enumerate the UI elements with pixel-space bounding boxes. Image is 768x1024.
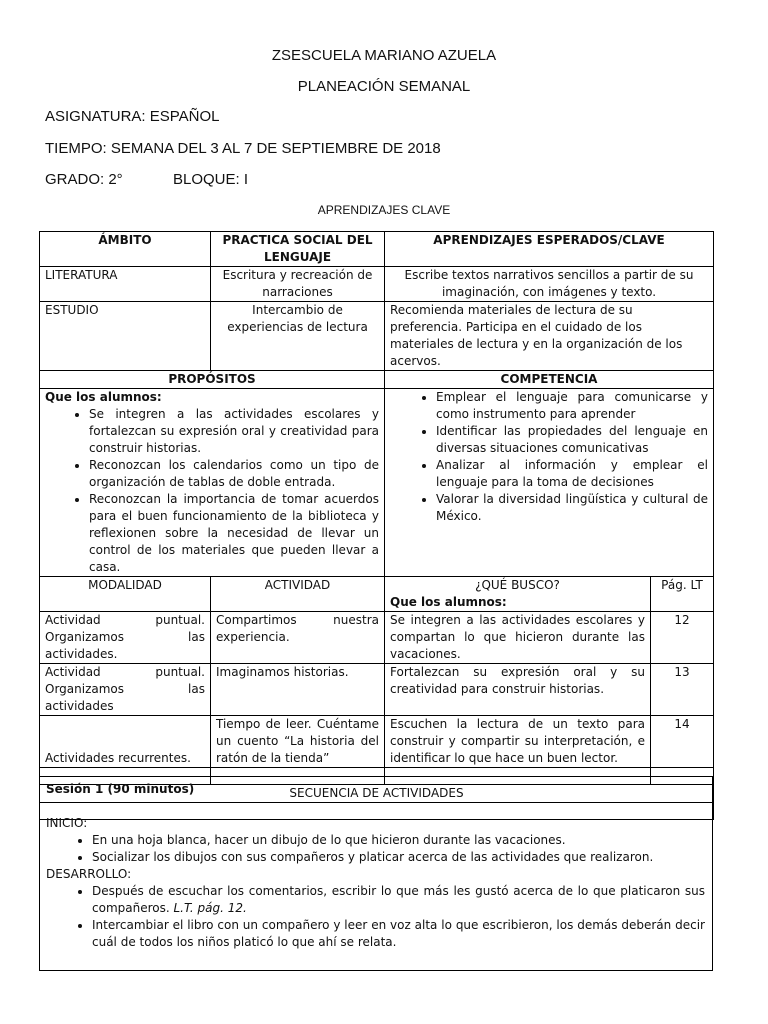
sequence-title: SECUENCIA DE ACTIVIDADES (40, 785, 714, 803)
pag-header: Pág. LT (651, 577, 714, 612)
actividad-cell: Imaginamos historias. (211, 664, 385, 716)
table-row (40, 664, 714, 716)
modalidad-cell: Actividad puntual. Organizamos las actividades. (40, 612, 211, 664)
subject-line: ASIGNATURA: ESPAÑOL (45, 108, 220, 125)
list-item: • Analizar al información y emplear el lenguaje para la toma de decisiones (436, 457, 708, 491)
busco-intro: Que los alumnos: (390, 595, 507, 609)
inicio-label: INICIO: (46, 816, 88, 830)
session-box (39, 776, 713, 971)
ambito-cell: LITERATURA (40, 267, 211, 302)
competencia-list (390, 389, 708, 525)
list-item (92, 883, 705, 917)
busco-header (385, 577, 651, 612)
list-item: • Intercambiar el libro con un compañero y leer en voz alta lo que escribieron, los demás deberán decir cuál de todos los niños platicó lo que ahí se relata. (92, 917, 705, 951)
desarrollo-label: DESARROLLO: (46, 867, 132, 881)
actividad-cell: Compartimos nuestra experiencia. (211, 612, 385, 664)
desarrollo-item-text: Después de escuchar los comentarios, escribir lo que más les gustó acerca de lo que platicaron sus compañeros. (92, 884, 705, 915)
table-row (40, 302, 714, 371)
key-learnings-title: APRENDIZAJES CLAVE (317, 203, 451, 217)
propositos-row (40, 389, 714, 577)
busco-cell: Se integren a las actividades escolares y compartan lo que hicieron durante las vacaciones. (385, 612, 651, 664)
header-row (40, 232, 714, 267)
modalidad-cell: Actividad puntual. Organizamos las actividades (40, 664, 211, 716)
list-item: • Reconozcan la importancia de tomar acuerdos para el buen funcionamiento de la biblioteca y reflexionen sobre la necesidad de llevar un control de los materiales que pueden llevar a casa. (89, 491, 379, 576)
actividad-cell: Tiempo de leer. Cuéntame un cuento “La historia del ratón de la tienda” (211, 716, 385, 768)
list-item: • Reconozcan los calendarios como un tipo de organización de tablas de doble entrada. (89, 457, 379, 491)
aprendizaje-cell: Recomienda materiales de lectura de su preferencia. Participa en el cuidado de los materiales de lectura y en la organización de los acervos. (385, 302, 714, 371)
practica-header: PRACTICA SOCIAL DEL LENGUAJE (211, 232, 385, 267)
school-name: ZSESCUELA MARIANO AZUELA (271, 47, 497, 64)
propositos-header-row (40, 371, 714, 389)
busco-cell: Fortalezcan su expresión oral y su creatividad para construir historias. (385, 664, 651, 716)
propositos-intro: Que los alumnos: (45, 390, 162, 404)
competencia-title: COMPETENCIA (385, 371, 714, 389)
grade-block-line (45, 171, 745, 188)
modalidad-header: MODALIDAD (40, 577, 211, 612)
busco-title: ¿QUÉ BUSCO? (475, 578, 560, 592)
ambito-cell: ESTUDIO (40, 302, 211, 371)
actividad-header: ACTIVIDAD (211, 577, 385, 612)
activities-header-row (40, 577, 714, 612)
practica-cell: Intercambio de experiencias de lectura (211, 302, 385, 371)
block-value: BLOQUE: I (173, 171, 249, 188)
propositos-cell (40, 389, 385, 577)
propositos-title: PROPÓSITOS (40, 371, 385, 389)
list-item: • En una hoja blanca, hacer un dibujo de lo que hicieron durante las vacaciones. (92, 832, 705, 849)
planning-table (39, 231, 714, 820)
list-item: • Socializar los dibujos con sus compañeros y platicar acerca de las actividades que realizaron. (92, 849, 705, 866)
table-row (40, 267, 714, 302)
modalidad-cell: Actividades recurrentes. (40, 716, 211, 768)
desarrollo-list (46, 883, 705, 951)
list-item: • Se integren a las actividades escolares y fortalezcan su expresión oral y creatividad para construir historias. (89, 406, 379, 457)
pag-cell: 14 (651, 716, 714, 768)
pag-cell: 13 (651, 664, 714, 716)
table-row (40, 612, 714, 664)
session-title: Sesión 1 (90 minutos) (46, 782, 195, 796)
grade-value: GRADO: 2° (45, 171, 123, 188)
list-item: • Emplear el lenguaje para comunicarse y como instrumento para aprender (436, 389, 708, 423)
plan-title: PLANEACIÓN SEMANAL (297, 78, 471, 95)
time-line: TIEMPO: SEMANA DEL 3 AL 7 DE SEPTIEMBRE DE 2018 (45, 140, 441, 157)
practica-cell: Escritura y recreación de narraciones (211, 267, 385, 302)
busco-cell: Escuchen la lectura de un texto para construir y compartir su interpretación, e identificar lo que hace un buen lector. (385, 716, 651, 768)
ambito-header: ÁMBITO (40, 232, 211, 267)
lt-reference: L.T. pág. 12. (173, 901, 247, 915)
list-item: • Identificar las propiedades del lenguaje en diversas situaciones comunicativas (436, 423, 708, 457)
inicio-list (46, 832, 705, 866)
propositos-list (45, 406, 379, 576)
list-item: • Valorar la diversidad lingüística y cultural de México. (436, 491, 708, 525)
aprendizaje-cell: Escribe textos narrativos sencillos a partir de su imaginación, con imágenes y texto. (385, 267, 714, 302)
table-row (40, 716, 714, 768)
aprendizajes-header: APRENDIZAJES ESPERADOS/CLAVE (385, 232, 714, 267)
competencia-cell (385, 389, 714, 577)
pag-cell: 12 (651, 612, 714, 664)
